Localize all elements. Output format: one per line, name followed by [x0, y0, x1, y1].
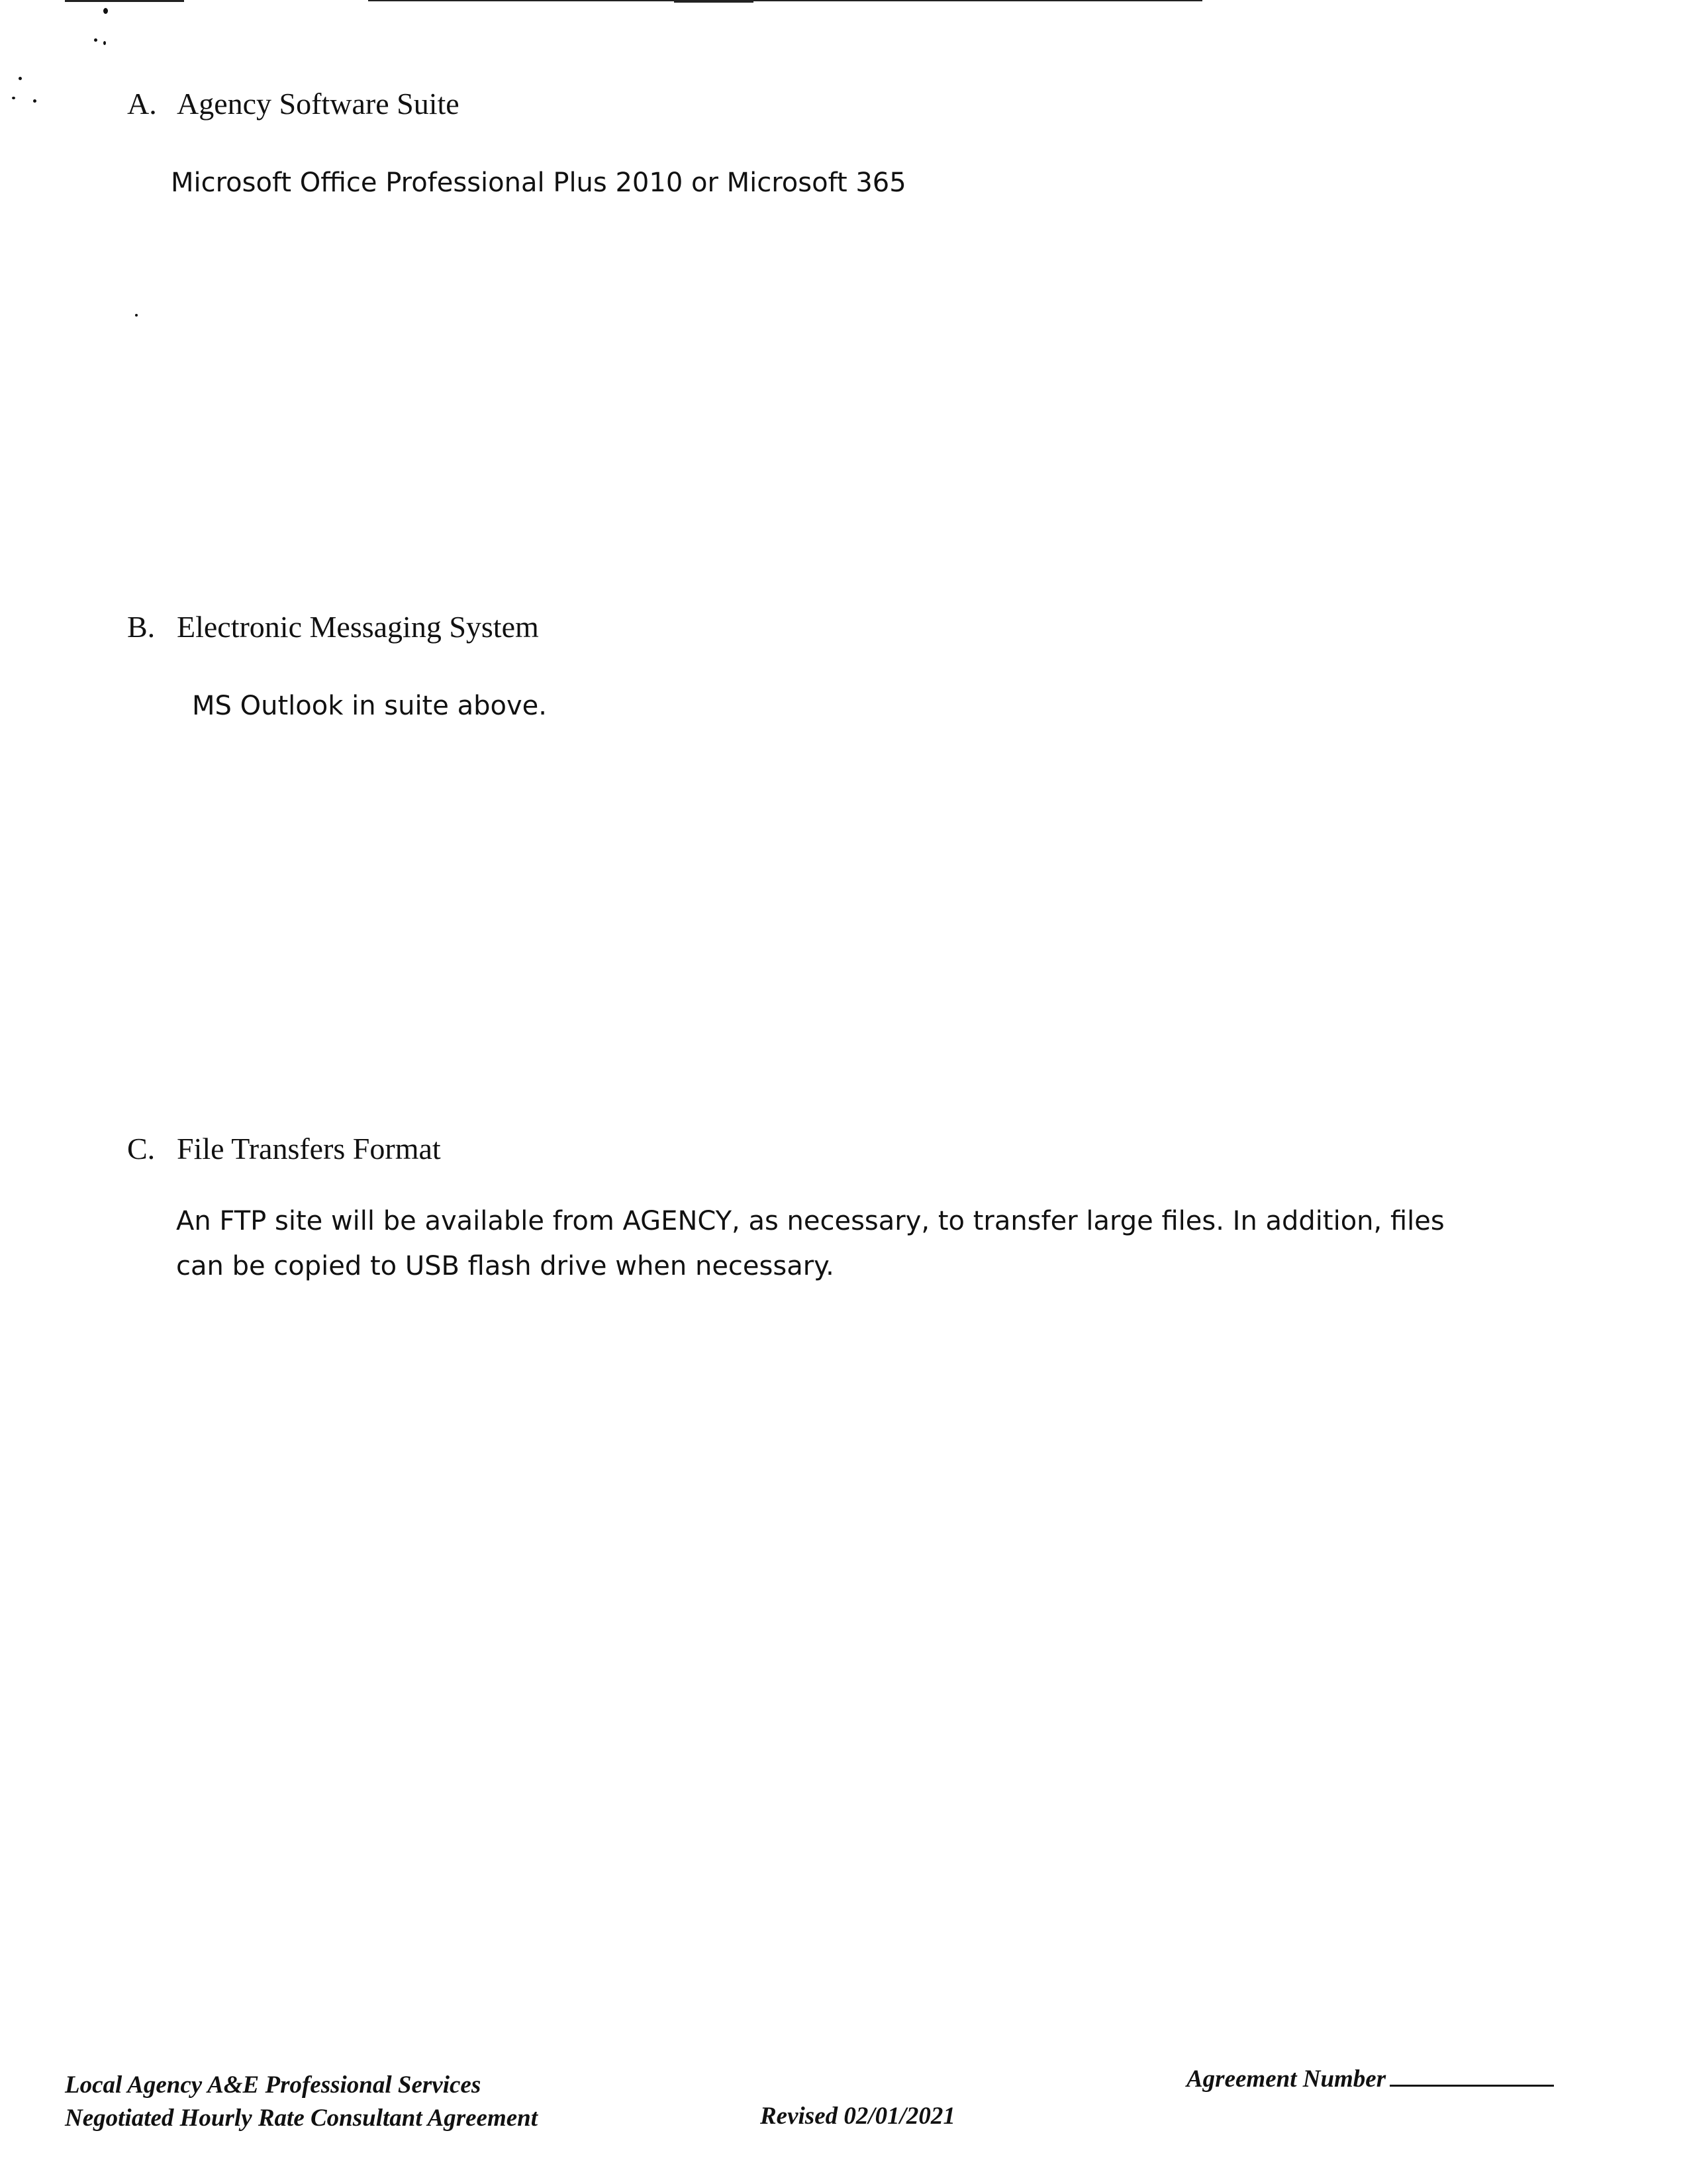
- section-a-title: Agency Software Suite: [177, 87, 459, 121]
- scan-speck: [103, 8, 108, 14]
- section-b-heading: [127, 609, 539, 644]
- scan-speck: [103, 41, 106, 45]
- scan-speck: [135, 314, 138, 317]
- scan-speck: [19, 77, 22, 80]
- section-a-heading: [127, 86, 459, 121]
- section-b-title: Electronic Messaging System: [177, 610, 539, 644]
- section-c-body: [176, 1199, 1445, 1289]
- scan-speck: [33, 99, 36, 103]
- agreement-number-blank: [1390, 2065, 1554, 2087]
- scan-top-rule: [674, 0, 753, 3]
- scan-speck: [12, 97, 15, 99]
- scan-top-rule: [368, 0, 1202, 1]
- footer-agreement-title: [65, 2069, 538, 2135]
- section-b-letter: B.: [127, 610, 156, 644]
- section-b-body: MS Outlook in suite above.: [192, 691, 547, 721]
- scan-top-rule: [65, 0, 184, 2]
- footer-left-line-2: Negotiated Hourly Rate Consultant Agreement: [65, 2105, 538, 2132]
- footer-agreement-number: [1186, 2065, 1554, 2093]
- footer-revised-date: Revised 02/01/2021: [760, 2103, 955, 2130]
- section-c-body-line-1: An FTP site will be available from AGENCY, as necessary, to transfer large files. In addition, files: [176, 1206, 1445, 1236]
- section-a-body: Microsoft Office Professional Plus 2010 or Microsoft 365: [171, 168, 906, 198]
- agreement-number-label: Agreement Number: [1186, 2065, 1386, 2093]
- section-a-letter: A.: [127, 87, 157, 121]
- footer-left-line-1: Local Agency A&E Professional Services: [65, 2071, 481, 2099]
- scan-speck: [94, 38, 97, 42]
- section-c-title: File Transfers Format: [177, 1132, 441, 1166]
- section-c-letter: C.: [127, 1132, 156, 1166]
- section-c-heading: [127, 1131, 441, 1166]
- section-c-body-line-2: can be copied to USB flash drive when necessary.: [176, 1251, 834, 1281]
